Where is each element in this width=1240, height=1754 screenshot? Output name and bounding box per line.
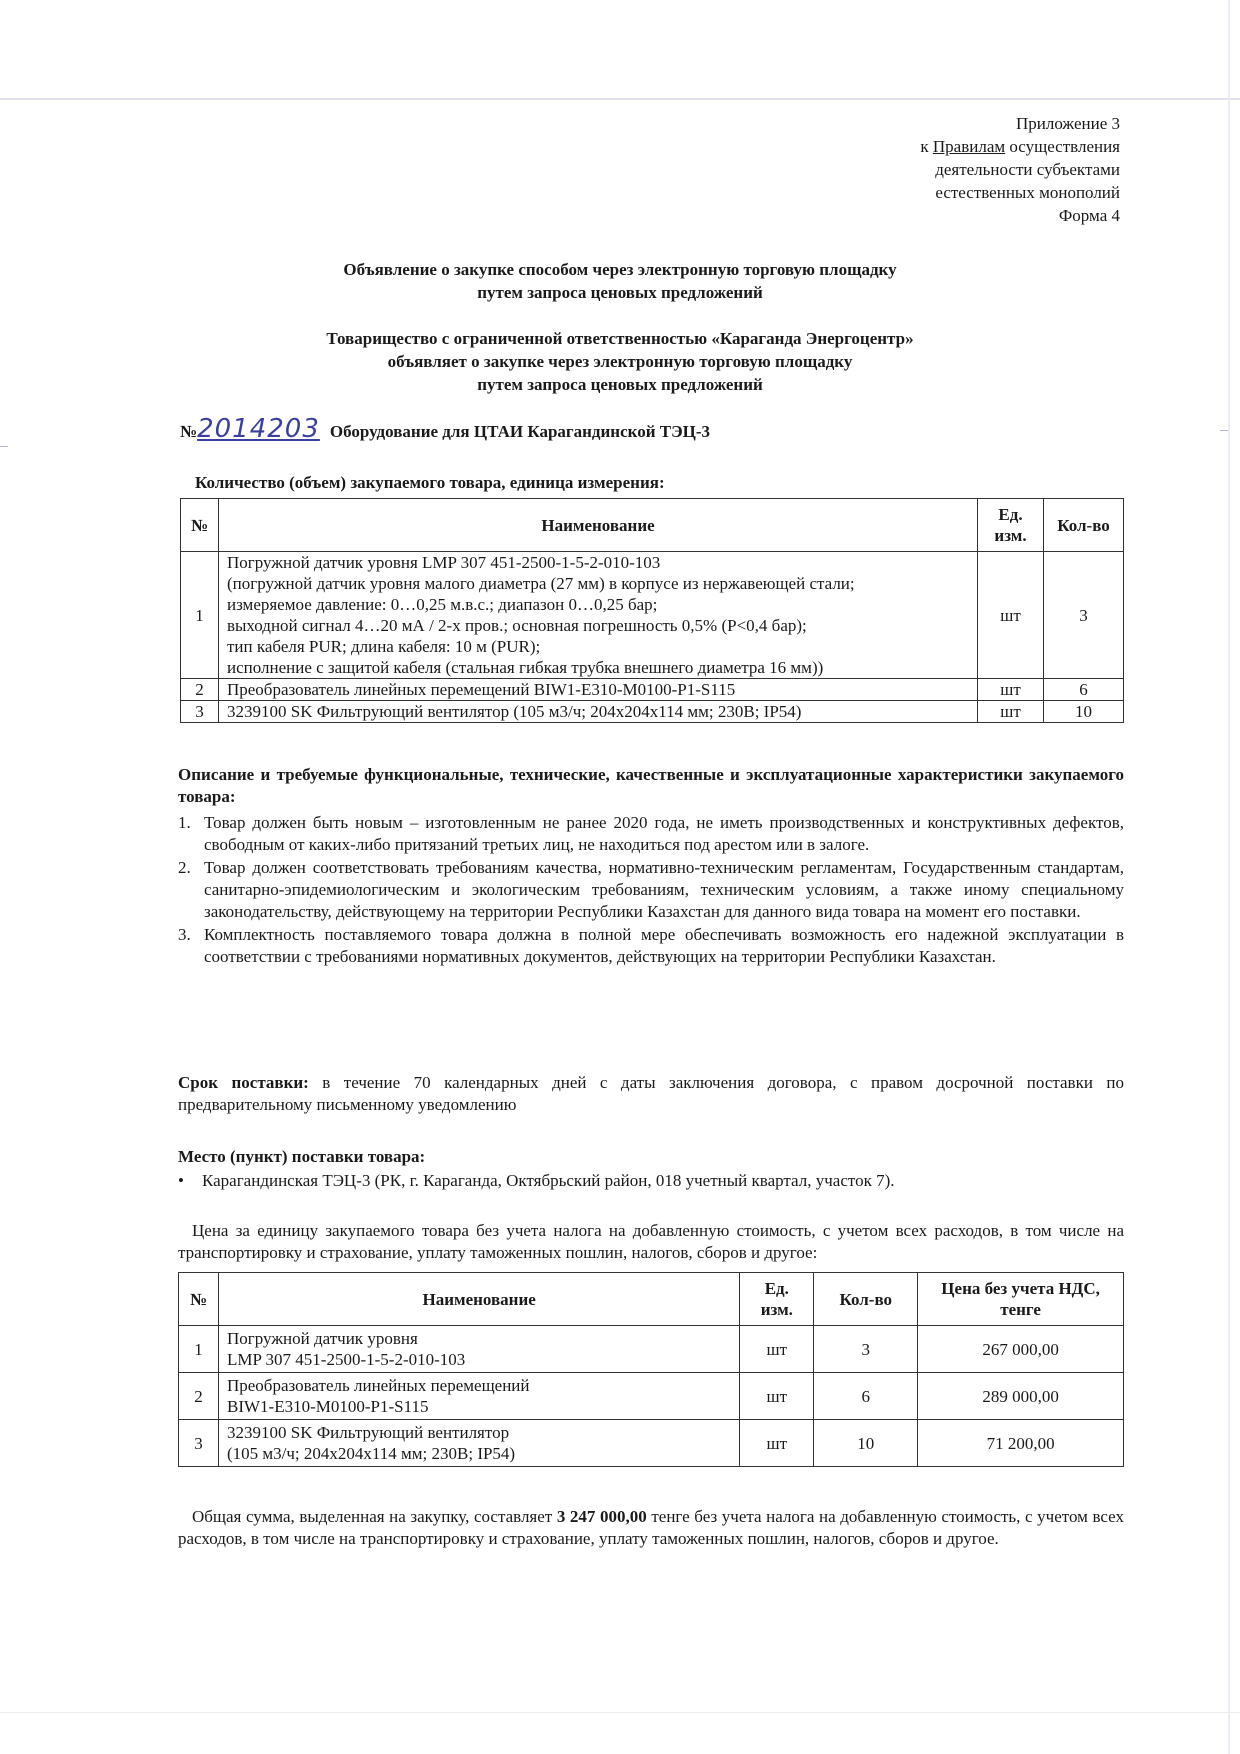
table-row (181, 701, 1124, 723)
total-amount-paragraph (178, 1506, 1124, 1550)
price-row-price: 71 200,00 (918, 1420, 1124, 1467)
price-row-name-line: BIW1-E310-M0100-P1-S115 (226, 1397, 429, 1416)
price-row-unit: шт (740, 1373, 814, 1420)
price-row-price: 289 000,00 (918, 1373, 1124, 1420)
header-unit: Ед. изм. (978, 499, 1044, 552)
description-heading: Описание и требуемые функциональные, технические, качественные и эксплуатационные характеристики закупаемого товара: (178, 765, 1124, 806)
row-unit: шт (978, 701, 1044, 723)
scan-tick-right (1220, 430, 1228, 431)
row-name: 3239100 SK Фильтрующий вентилятор (105 м3/ч; 204х204х114 мм; 230В; IP54) (218, 701, 977, 723)
price-header-unit: Ед. изм. (740, 1273, 814, 1326)
total-suffix: тенге без учета налога на добавленную стоимость, с учетом всех расходов, в том числе на транспортировку и страхование, уплату таможенных пошлин, налогов, сборов и другое. (178, 1507, 1124, 1548)
announcement-line-1: Объявление о закупке способом через электронную торговую площадку (343, 260, 897, 279)
total-prefix: Общая сумма, выделенная на закупку, составляет (192, 1507, 557, 1526)
bullet-icon: • (178, 1171, 184, 1190)
row-num: 2 (181, 679, 219, 701)
price-row-num: 3 (179, 1420, 219, 1467)
quantity-heading: Количество (объем) закупаемого товара, единица измерения: (195, 473, 665, 492)
place-text: Карагандинская ТЭЦ-3 (РК, г. Караганда, Октябрьский район, 018 учетный квартал, участок 7). (202, 1171, 895, 1190)
list-item-number: 1. (178, 813, 191, 832)
row-name-line: исполнение с защитой кабеля (стальная гибкая трубка внешнего диаметра 16 мм)) (226, 658, 824, 677)
list-item (178, 924, 1124, 968)
appendix-header (760, 112, 1120, 227)
header-num: № (181, 499, 219, 552)
table-row (179, 1373, 1124, 1420)
price-row-qty: 6 (814, 1373, 918, 1420)
appendix-line-4: естественных монополий (935, 183, 1120, 202)
delivery-label: Срок поставки: (178, 1073, 309, 1092)
appendix-line-2-prefix: к (920, 137, 933, 156)
price-row-num: 1 (179, 1326, 219, 1373)
organizer-line-3: путем запроса ценовых предложений (477, 375, 763, 394)
table-row (181, 552, 1124, 679)
price-row-name (218, 1373, 739, 1420)
row-num: 3 (181, 701, 219, 723)
list-item-text: Товар должен быть новым – изготовленным не ранее 2020 года, не иметь производственных и конструктивных дефектов, свободным от каких-либо притязаний третьих лиц, не находиться под арестом или в залоге. (204, 813, 1124, 854)
row-name-line: Погружной датчик уровня LMP 307 451-2500-1-5-2-010-103 (226, 553, 661, 572)
items-table-header (181, 499, 1124, 552)
price-row-qty: 3 (814, 1326, 918, 1373)
scan-edge-top (0, 98, 1240, 100)
organizer-line-2: объявляет о закупке через электронную торговую площадку (387, 352, 853, 371)
price-row-price: 267 000,00 (918, 1326, 1124, 1373)
row-qty: 3 (1044, 552, 1124, 679)
price-row-qty: 10 (814, 1420, 918, 1467)
row-name-line: измеряемое давление: 0…0,25 м.в.с.; диапазон 0…0,25 бар; (226, 595, 658, 614)
delivery-terms (178, 1072, 1124, 1116)
price-header-name: Наименование (218, 1273, 739, 1326)
list-item (178, 857, 1124, 923)
lot-number-handwritten: 2014203 (197, 414, 320, 444)
appendix-line-1: Приложение 3 (1016, 114, 1120, 133)
organizer-line-1: Товарищество с ограниченной ответственностью «Караганда Энергоцентр» (326, 329, 914, 348)
list-item-text: Товар должен соответствовать требованиям качества, нормативно-техническим регламентам, Государственным стандартам, санитарно-эпидемиологическим и экологическим требованиям, техническим условиям, а также иному специальному законодательству, действующему на территории Республики Казахстан для данного вида товара на момент его поставки. (204, 858, 1124, 921)
price-header-price: Цена без учета НДС, тенге (918, 1273, 1124, 1326)
appendix-line-2 (760, 135, 1120, 158)
price-header-num: № (179, 1273, 219, 1326)
announcement-line-2: путем запроса ценовых предложений (477, 283, 763, 302)
row-name (218, 552, 977, 679)
lot-line (180, 414, 711, 444)
row-name-line: выходной сигнал 4…20 мА / 2-х пров.; основная погрешность 0,5% (P<0,4 бар); (226, 616, 807, 635)
list-item-text: Комплектность поставляемого товара должна в полной мере обеспечивать возможность его надежной эксплуатации в соответствии с требованиями нормативных документов, действующих на территории Республики Казахстан. (204, 925, 1124, 966)
total-amount: 3 247 000,00 (556, 1507, 647, 1526)
list-item (178, 812, 1124, 856)
scan-edge-right (1228, 0, 1230, 1754)
row-unit: шт (978, 552, 1044, 679)
price-row-name-line: (105 м3/ч; 204х204х114 мм; 230В; IP54) (226, 1444, 516, 1463)
row-unit: шт (978, 679, 1044, 701)
header-qty: Кол-во (1044, 499, 1124, 552)
announcement-title (240, 258, 1000, 304)
lot-name: Оборудование для ЦТАИ Карагандинской ТЭЦ-3 (329, 422, 711, 441)
row-name-line: тип кабеля PUR; длина кабеля: 10 м (PUR); (226, 637, 541, 656)
row-name: Преобразователь линейных перемещений BIW1-E310-M0100-P1-S115 (218, 679, 977, 701)
delivery-text: в течение 70 календарных дней с даты заключения договора, с правом досрочной поставки по предварительному письменному уведомлению (178, 1073, 1124, 1114)
price-header-qty: Кол-во (814, 1273, 918, 1326)
price-row-name-line: 3239100 SK Фильтрующий вентилятор (226, 1423, 510, 1442)
scan-tick-left (0, 446, 8, 447)
rules-link[interactable]: Правилам (932, 137, 1006, 156)
row-qty: 6 (1044, 679, 1124, 701)
place-item (178, 1170, 1124, 1192)
price-row-name-line: LMP 307 451-2500-1-5-2-010-103 (226, 1350, 466, 1369)
row-name-line: (погружной датчик уровня малого диаметра (27 мм) в корпусе из нержавеющей стали; (226, 574, 855, 593)
price-row-unit: шт (740, 1326, 814, 1373)
appendix-line-3: деятельности субъектами (935, 160, 1120, 179)
scan-edge-bottom (0, 1712, 1240, 1713)
price-row-unit: шт (740, 1420, 814, 1467)
organizer-block (240, 327, 1000, 396)
table-row (179, 1326, 1124, 1373)
table-row (179, 1420, 1124, 1467)
items-table (180, 498, 1124, 723)
requirements-list (178, 812, 1124, 969)
price-row-num: 2 (179, 1373, 219, 1420)
price-table-header (179, 1273, 1124, 1326)
row-num: 1 (181, 552, 219, 679)
price-row-name-line: Преобразователь линейных перемещений (226, 1376, 530, 1395)
list-item-number: 3. (178, 925, 191, 944)
row-qty: 10 (1044, 701, 1124, 723)
place-heading: Место (пункт) поставки товара: (178, 1147, 426, 1166)
price-row-name (218, 1420, 739, 1467)
header-name: Наименование (218, 499, 977, 552)
list-item-number: 2. (178, 858, 191, 877)
appendix-line-5: Форма 4 (1058, 206, 1120, 225)
appendix-line-2-suffix: осуществления (1005, 137, 1120, 156)
price-table (178, 1272, 1124, 1467)
price-row-name-line: Погружной датчик уровня (226, 1329, 418, 1348)
lot-prefix: № (180, 422, 198, 441)
price-row-name (218, 1326, 739, 1373)
price-intro: Цена за единицу закупаемого товара без учета налога на добавленную стоимость, с учетом всех расходов, в том числе на транспортировку и страхование, уплату таможенных пошлин, налогов, сборов и другое: (178, 1221, 1124, 1262)
table-row (181, 679, 1124, 701)
